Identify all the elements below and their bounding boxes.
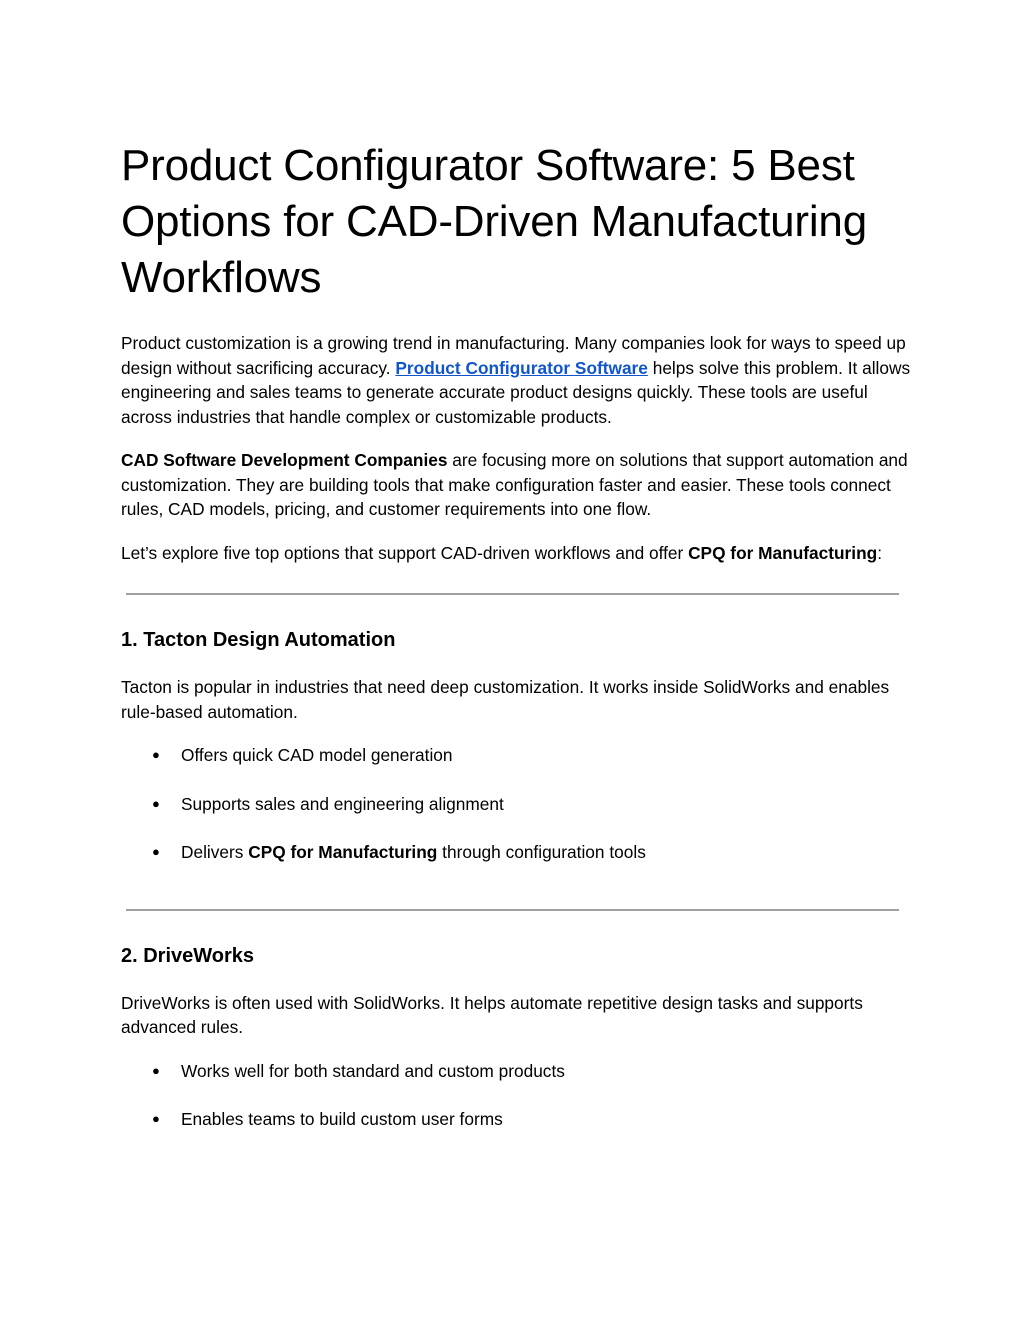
list-item-text: Offers quick CAD model generation: [181, 745, 453, 765]
list-item-text: Supports sales and engineering alignment: [181, 793, 504, 814]
list-item: [121, 743, 911, 768]
section-body-driveworks: DriveWorks is often used with SolidWorks. It helps automate repetitive design tasks and supports advanced rules.: [121, 992, 863, 1037]
page-title: Product Configurator Software: 5 Best Options for CAD-Driven Manufacturing Workflows: [121, 141, 867, 302]
section-heading-tacton: 1. Tacton Design Automation: [121, 629, 396, 651]
intro-paragraph-3: [121, 541, 911, 566]
bullet-list-driveworks: [121, 1059, 911, 1132]
list-item-text: Works well for both standard and custom products: [181, 1060, 565, 1081]
section-heading-driveworks: 2. DriveWorks: [121, 944, 255, 967]
bullet-icon: ●: [152, 844, 160, 859]
section-divider: [126, 593, 899, 595]
bullet-list-tacton: [121, 743, 911, 865]
list-item: [121, 840, 911, 865]
list-item: [121, 792, 911, 817]
intro-text-3a: Let’s explore five top options that support CAD-driven workflows and offer: [121, 542, 689, 563]
list-item-text: Enables teams to build custom user forms: [181, 1109, 503, 1129]
intro-text-1b: helps solve this problem. It allows engineering and sales teams to generate accurate product designs quickly. These tools are useful across industries that handle complex or customizable products.: [121, 357, 911, 427]
intro-paragraph-1: [121, 331, 911, 429]
bullet-icon: ●: [152, 1111, 160, 1126]
intro-bold-cpq: CPQ for Manufacturing: [688, 542, 878, 563]
intro-bold-cad-companies: CAD Software Development Companies: [121, 450, 448, 470]
list-item: [121, 1107, 911, 1132]
intro-text-3b: :: [877, 542, 883, 563]
intro-text-1a: Product customization is a growing trend in manufacturing. Many companies look for ways to speed up design without sacrificing accuracy.: [121, 333, 906, 378]
bullet-icon: ●: [152, 795, 160, 811]
intro-text-2: are focusing more on solutions that support automation and customization. They are building tools that make configuration faster and easier. These tools connect rules, CAD models, pricing, and customer requirements into one flow.: [121, 450, 908, 519]
list-item: [121, 1059, 911, 1084]
intro-paragraph-2: [121, 448, 911, 522]
document-page: [121, 138, 911, 1156]
section-divider: [126, 909, 899, 911]
list-item-text-b: through configuration tools: [437, 842, 646, 862]
list-item-text-a: Delivers: [181, 842, 249, 862]
list-item-bold-cpq: CPQ for Manufacturing: [248, 842, 438, 862]
section-body-tacton: Tacton is popular in industries that need deep customization. It works inside SolidWorks and enables rule-based automation.: [121, 677, 890, 722]
bullet-icon: ●: [152, 747, 160, 762]
bullet-icon: ●: [152, 1062, 160, 1078]
product-configurator-link[interactable]: Product Configurator Software: [395, 357, 648, 378]
